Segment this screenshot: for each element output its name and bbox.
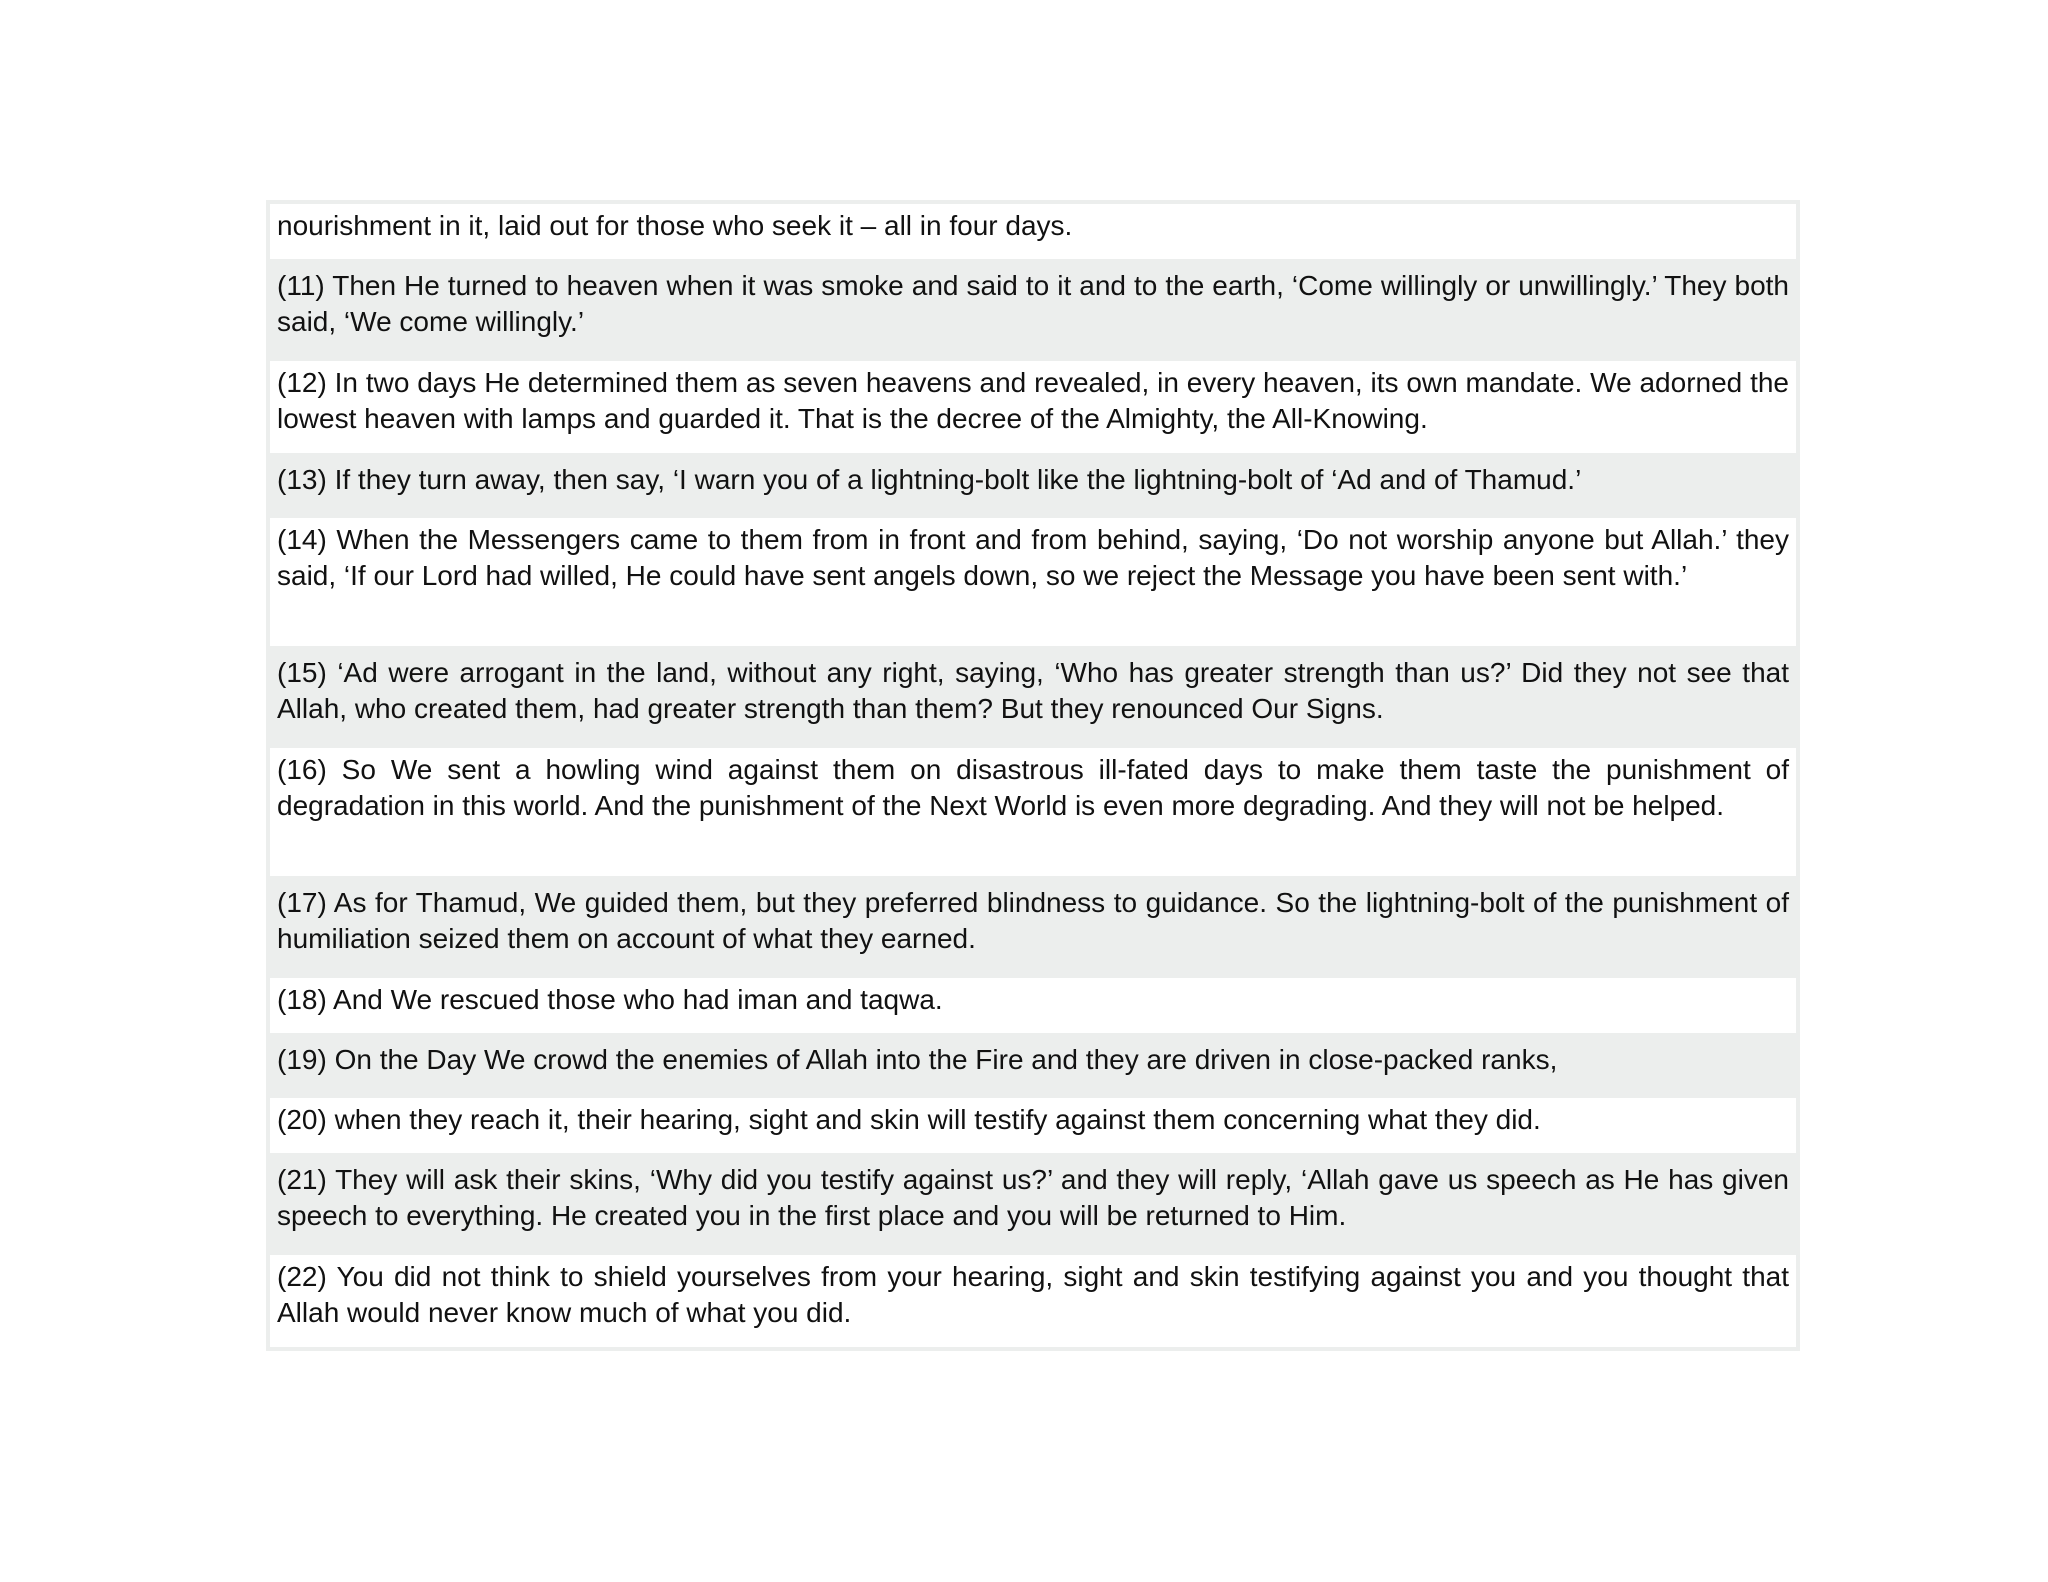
- verse-row-13: (13) If they turn away, then say, ‘I warn you of a lightning-bolt like the lightning-bolt of ‘Ad and of Thamud.’: [270, 458, 1796, 513]
- verse-row-11: (11) Then He turned to heaven when it was smoke and said to it and to the earth, ‘Come willingly or unwillingly.’ They both said, ‘We come willingly.’: [270, 264, 1796, 356]
- verse-row-21: (21) They will ask their skins, ‘Why did you testify against us?’ and they will reply, ‘Allah gave us speech as He has given speech to everything. He created you in the first place and you will be returned to Him.: [270, 1158, 1796, 1250]
- verse-row-10-continued: nourishment in it, laid out for those who seek it – all in four days.: [270, 204, 1796, 259]
- verse-row-20: (20) when they reach it, their hearing, sight and skin will testify against them concerning what they did.: [270, 1098, 1796, 1153]
- verse-row-18: (18) And We rescued those who had iman and taqwa.: [270, 978, 1796, 1033]
- verse-row-16: (16) So We sent a howling wind against them on disastrous ill-fated days to make them taste the punishment of degradation in this world. And the punishment of the Next World is even more degrading. And they will not be helped.: [270, 748, 1796, 876]
- verse-row-15: (15) ‘Ad were arrogant in the land, without any right, saying, ‘Who has greater strength than us?’ Did they not see that Allah, who created them, had greater strength than them? But they renounced Our Signs.: [270, 651, 1796, 743]
- verse-row-17: (17) As for Thamud, We guided them, but they preferred blindness to guidance. So the lightning-bolt of the punishment of humiliation seized them on account of what they earned.: [270, 881, 1796, 973]
- verse-row-14: (14) When the Messengers came to them from in front and from behind, saying, ‘Do not worship anyone but Allah.’ they said, ‘If our Lord had willed, He could have sent angels down, so we reject the Message you have been sent with.’: [270, 518, 1796, 646]
- verse-table: [266, 200, 1800, 1351]
- verse-row-19: (19) On the Day We crowd the enemies of Allah into the Fire and they are driven in close-packed ranks,: [270, 1038, 1796, 1093]
- verse-row-22: (22) You did not think to shield yourselves from your hearing, sight and skin testifying against you and you thought that Allah would never know much of what you did.: [270, 1255, 1796, 1347]
- verse-row-12: (12) In two days He determined them as seven heavens and revealed, in every heaven, its own mandate. We adorned the lowest heaven with lamps and guarded it. That is the decree of the Almighty, the All-Knowing.: [270, 361, 1796, 453]
